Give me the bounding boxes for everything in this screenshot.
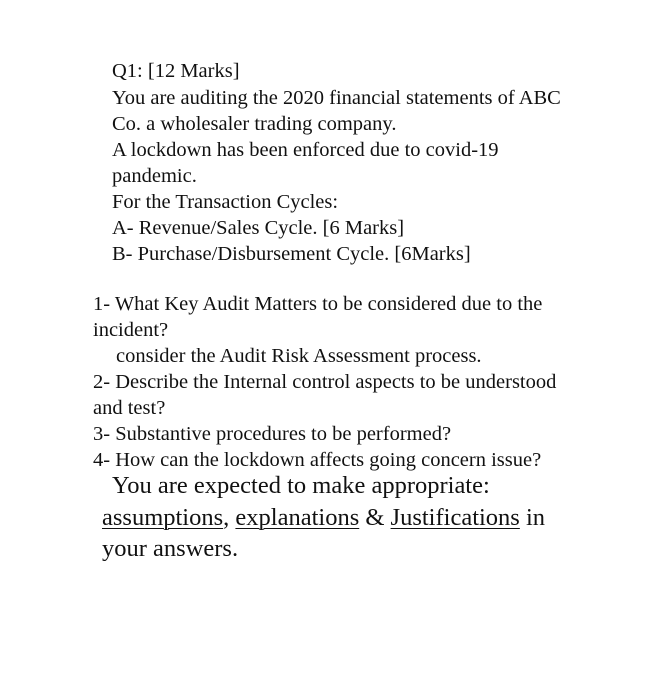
comma-separator: , — [223, 504, 230, 531]
closing-line-1: You are expected to make appropriate: — [112, 472, 490, 499]
item-2-line-1: 2- Describe the Internal control aspects to be understood — [93, 371, 557, 393]
intro-line-1: You are auditing the 2020 financial statements of ABC — [112, 87, 561, 109]
item-1-note: consider the Audit Risk Assessment process. — [116, 345, 482, 367]
item-4: 4- How can the lockdown affects going concern issue? — [93, 449, 542, 471]
question-header: Q1: [12 Marks] — [112, 60, 240, 82]
cycle-b: B- Purchase/Disbursement Cycle. [6Marks] — [112, 243, 471, 265]
item-2-line-2: and test? — [93, 397, 166, 419]
in-word: in — [525, 504, 546, 531]
item-1-line-1: 1- What Key Audit Matters to be considered due to the — [93, 293, 543, 315]
lockdown-line-2: pandemic. — [112, 165, 197, 187]
underlined-justifications: Justifications — [390, 504, 520, 531]
item-3: 3- Substantive procedures to be performed? — [93, 423, 452, 445]
closing-line-3: your answers. — [102, 535, 239, 562]
ampersand: & — [365, 504, 385, 531]
intro-line-2: Co. a wholesaler trading company. — [112, 113, 397, 135]
item-1-line-2: incident? — [93, 319, 169, 341]
underlined-assumptions: assumptions — [102, 504, 224, 531]
cycle-a: A- Revenue/Sales Cycle. [6 Marks] — [112, 217, 405, 239]
underlined-explanations: explanations — [235, 504, 360, 531]
closing-line-2 — [102, 502, 545, 533]
cycles-heading: For the Transaction Cycles: — [112, 191, 339, 213]
lockdown-line-1: A lockdown has been enforced due to covid-19 — [112, 139, 499, 161]
